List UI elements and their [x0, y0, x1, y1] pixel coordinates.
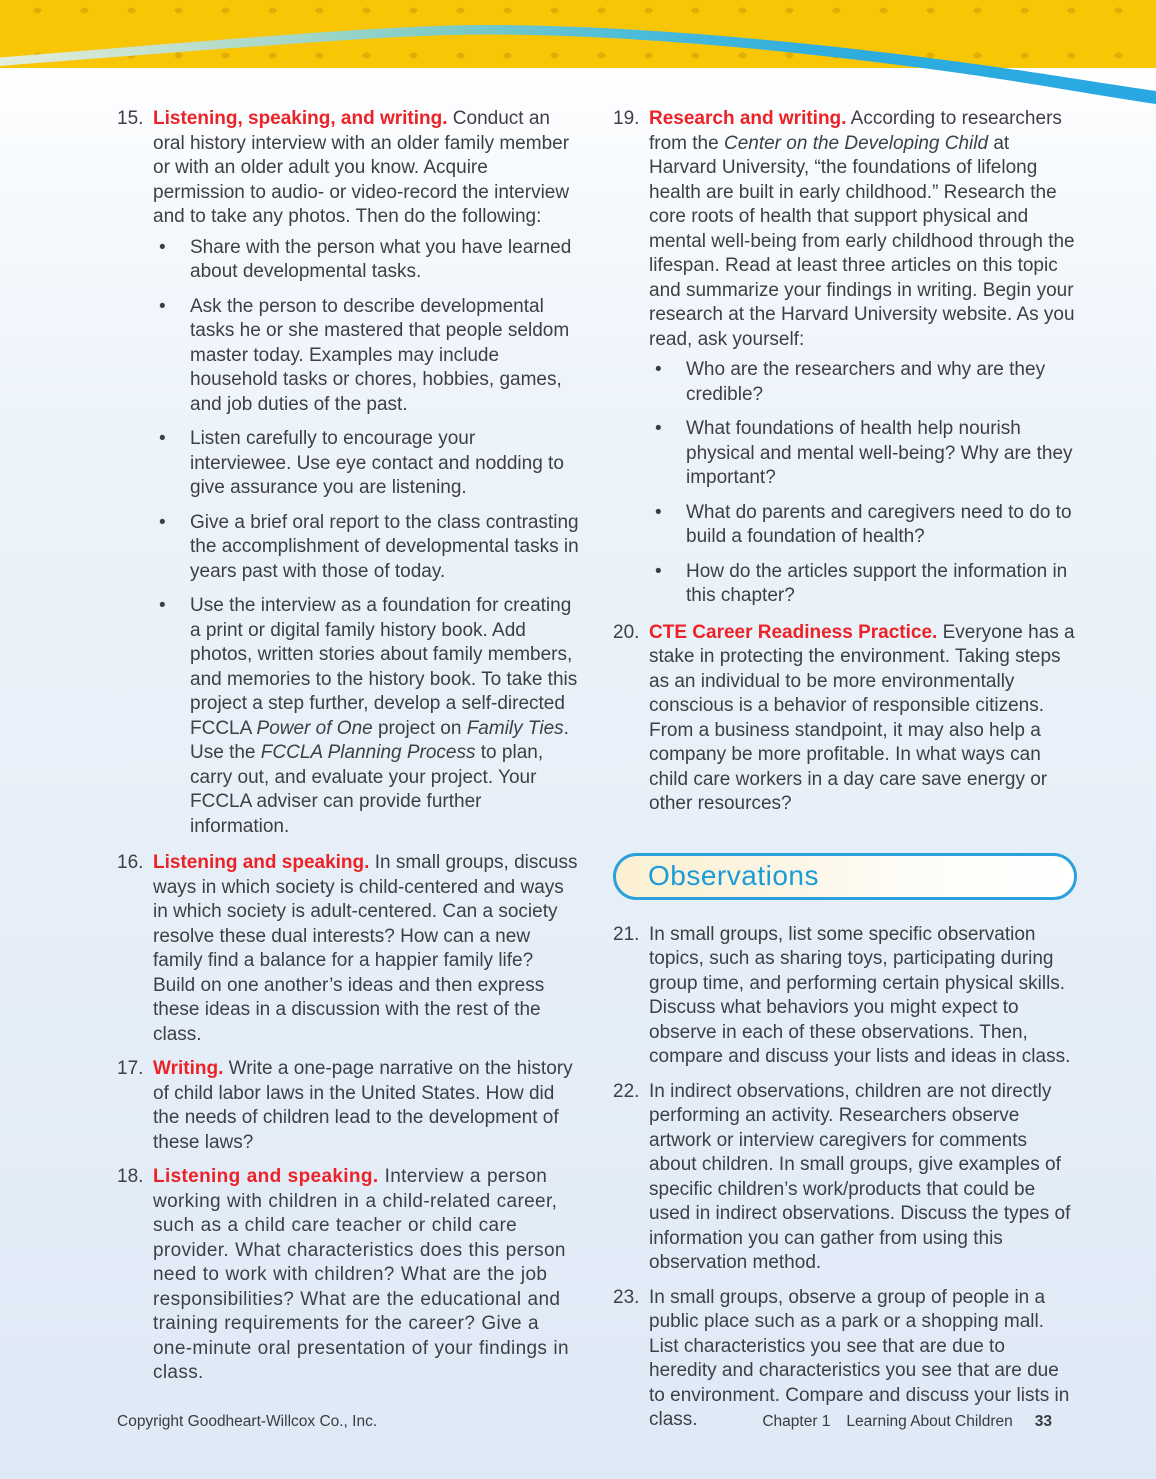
text-run: Everyone has a stake in protecting the environment. Taking steps as an individual to be more environmentally conscious is a behavior of responsible citizens. From a business standpoint, it may also help a company be more profitable. In what ways can child care workers in a day care save energy or other resources? [649, 621, 1075, 814]
activity-type-label: Writing. [153, 1058, 224, 1079]
text-run: According to researchers from the [649, 108, 1062, 154]
bullet-text [686, 358, 1077, 407]
bullet-icon: • [159, 236, 166, 258]
text-run: project on [372, 717, 467, 739]
text-run: In small groups, discuss ways in which society is child-centered and ways in which society is adult-centered. Can a society resolve these dual interests? How can a new family find a balance for a happier family life? Build on one another’s ideas and then express these ideas in a discussion with the rest of the class. [153, 852, 578, 1045]
item-number: 18. [117, 1166, 144, 1187]
item-number: 19. [613, 108, 640, 129]
bullet-item [153, 295, 580, 418]
text-run: Ask the person to describe developmental tasks he or she mastered that people seldom master today. Examples may include household tasks or chores, hobbies, games, and job duties of the past. [190, 295, 570, 415]
bullet-item [649, 358, 1077, 407]
bullet-text [190, 511, 580, 585]
item-paragraph [649, 107, 1077, 352]
bullet-icon: • [159, 295, 166, 317]
left-column [117, 107, 580, 1443]
bullet-text [686, 560, 1077, 609]
bullet-text [190, 427, 580, 501]
bullet-item [649, 560, 1077, 609]
bullet-list [649, 358, 1077, 609]
text-run: Give a brief oral report to the class contrasting the accomplishment of developmental tasks in years past with those of today. [190, 511, 579, 582]
item-number: 17. [117, 1058, 144, 1079]
text-run: Conduct an oral history interview with an older family member or with an older adult you know. Acquire permission to audio- or video-record the interview and to take any photos. Then do the following: [153, 108, 570, 227]
text-run: Listen carefully to encourage your interviewee. Use eye contact and nodding to give assurance you are listening. [190, 428, 564, 498]
text-run: Write a one-page narrative on the history of child labor laws in the United States. How did the needs of children lead to the development of these laws? [153, 1058, 573, 1153]
item-paragraph [649, 923, 1077, 1070]
bullet-icon: • [159, 511, 166, 533]
item-paragraph [153, 107, 580, 230]
bullet-icon: • [655, 560, 662, 582]
text-run: Center on the Developing Child [723, 132, 989, 154]
text-run: How do the articles support the information in this chapter? [686, 560, 1068, 606]
exercise-item-20 [613, 621, 1077, 817]
footer-page-number: 33 [1034, 1413, 1052, 1430]
text-run: FCCLA Planning Process [260, 742, 476, 763]
text-run: In small groups, observe a group of people in a public place such as a park or a shopping mall. List characteristics you see that are due to heredity and characteristics you see that are due to environment. Compare and discuss your lists in class. [649, 1286, 1070, 1430]
bullet-icon: • [655, 359, 662, 380]
bullet-item [153, 594, 580, 839]
bullet-item [153, 427, 580, 501]
text-run: What do parents and caregivers need to do to build a foundation of health? [686, 501, 1072, 547]
bullet-text [686, 417, 1077, 491]
bullet-item [153, 511, 580, 585]
item-number: 16. [117, 852, 144, 873]
bullet-icon: • [159, 595, 166, 616]
text-run: What foundations of health help nourish physical and mental well-being? Why are they important? [686, 418, 1073, 488]
exercise-item-17 [117, 1057, 580, 1155]
item-body [153, 1165, 580, 1386]
exercise-item-21 [613, 923, 1077, 1070]
exercise-item-22 [613, 1080, 1077, 1276]
item-paragraph [153, 1165, 580, 1386]
exercise-item-18 [117, 1165, 580, 1386]
bullet-text [190, 236, 580, 285]
bullet-item [153, 236, 580, 285]
text-run: Interview a person working with children in a child-related career, such as a child care teacher or child care provider. What characteristics does this person need to work with children? What are the job responsibilities? What are the educational and training requirements for the career? Give a one-minute oral presentation of your findings in class. [153, 1166, 569, 1383]
footer-chapter-title: Learning About Children [846, 1413, 1013, 1430]
text-run: to plan, carry out, and evaluate your project. Your FCCLA adviser can provide further information. [190, 742, 544, 837]
activity-type-label: Listening, speaking, and writing. [153, 108, 448, 129]
footer-right-group [762, 1413, 1052, 1431]
item-body [649, 923, 1077, 1070]
text-run: at Harvard University, “the foundations of lifelong health are built in early childhood.” Research the core roots of health that support physical and mental well-being from early childhood through the lifespan. Read at least three articles on this topic and summarize your findings in writing. Begin your research at the Harvard University website. As you read, ask yourself: [649, 132, 1075, 350]
exercise-item-15 [117, 107, 580, 841]
text-run: Family Ties [466, 717, 564, 739]
item-body [649, 107, 1077, 611]
item-number: 22. [613, 1080, 640, 1102]
bullet-icon: • [655, 418, 662, 439]
exercise-item-23 [613, 1286, 1077, 1433]
item-number: 15. [117, 108, 144, 129]
section-heading-title: Observations [648, 860, 819, 891]
text-run: . Use the [190, 717, 569, 763]
copyright-text: Copyright Goodheart-Willcox Co., Inc. [117, 1413, 378, 1430]
activity-type-label: CTE Career Readiness Practice. [649, 621, 938, 643]
text-run: Who are the researchers and why are they credible? [686, 359, 1046, 405]
item-paragraph [153, 851, 580, 1047]
bullet-icon: • [159, 428, 166, 449]
right-column [613, 107, 1077, 1443]
text-run: Use the interview as a foundation for creating a print or digital family history book. Add photos, written stories about family members, and memories to the history book. To take this project a step further, develop a self-directed FCCLA [190, 595, 578, 739]
item-body [649, 1080, 1077, 1276]
item-body [649, 621, 1077, 817]
item-body [649, 1286, 1077, 1433]
item-paragraph [649, 1080, 1077, 1276]
bullet-text [190, 295, 580, 418]
bullet-item [649, 417, 1077, 491]
item-number: 21. [613, 923, 640, 945]
text-run: Power of One [256, 717, 373, 739]
bullet-item [649, 501, 1077, 550]
item-body [153, 107, 580, 841]
item-number: 23. [613, 1286, 640, 1308]
activity-type-label: Listening and speaking. [153, 1166, 379, 1187]
text-run: In small groups, list some specific observation topics, such as sharing toys, participating during group time, and performing certain physical skills. Discuss what behaviors you might expect to observe in each of these observations. Then, compare and discuss your lists and ideas in class. [649, 923, 1071, 1067]
bullet-icon: • [655, 501, 662, 523]
activity-type-label: Research and writing. [649, 108, 847, 129]
footer-chapter: Chapter 1 [762, 1413, 831, 1430]
item-body [153, 1057, 580, 1155]
bullet-list [153, 236, 580, 840]
bullet-text [190, 594, 580, 839]
exercise-item-19 [613, 107, 1077, 611]
item-body [153, 851, 580, 1047]
item-number: 20. [613, 621, 640, 643]
page-content [117, 107, 1077, 1443]
page-footer [117, 1413, 1052, 1431]
text-run: Share with the person what you have learned about developmental tasks. [190, 236, 572, 282]
bullet-text [686, 501, 1077, 550]
page-header-band [0, 0, 1156, 68]
item-paragraph [649, 621, 1077, 817]
exercise-item-16 [117, 851, 580, 1047]
activity-type-label: Listening and speaking. [153, 852, 370, 873]
item-paragraph [649, 1286, 1077, 1433]
item-paragraph [153, 1057, 580, 1155]
section-heading-box [613, 853, 1077, 900]
text-run: In indirect observations, children are not directly performing an activity. Researchers observe artwork or interview caregivers for comments about children. In small groups, give examples of specific children’s work/products that could be used in indirect observations. Discuss the types of information you can gather from using this observation method. [649, 1080, 1071, 1273]
